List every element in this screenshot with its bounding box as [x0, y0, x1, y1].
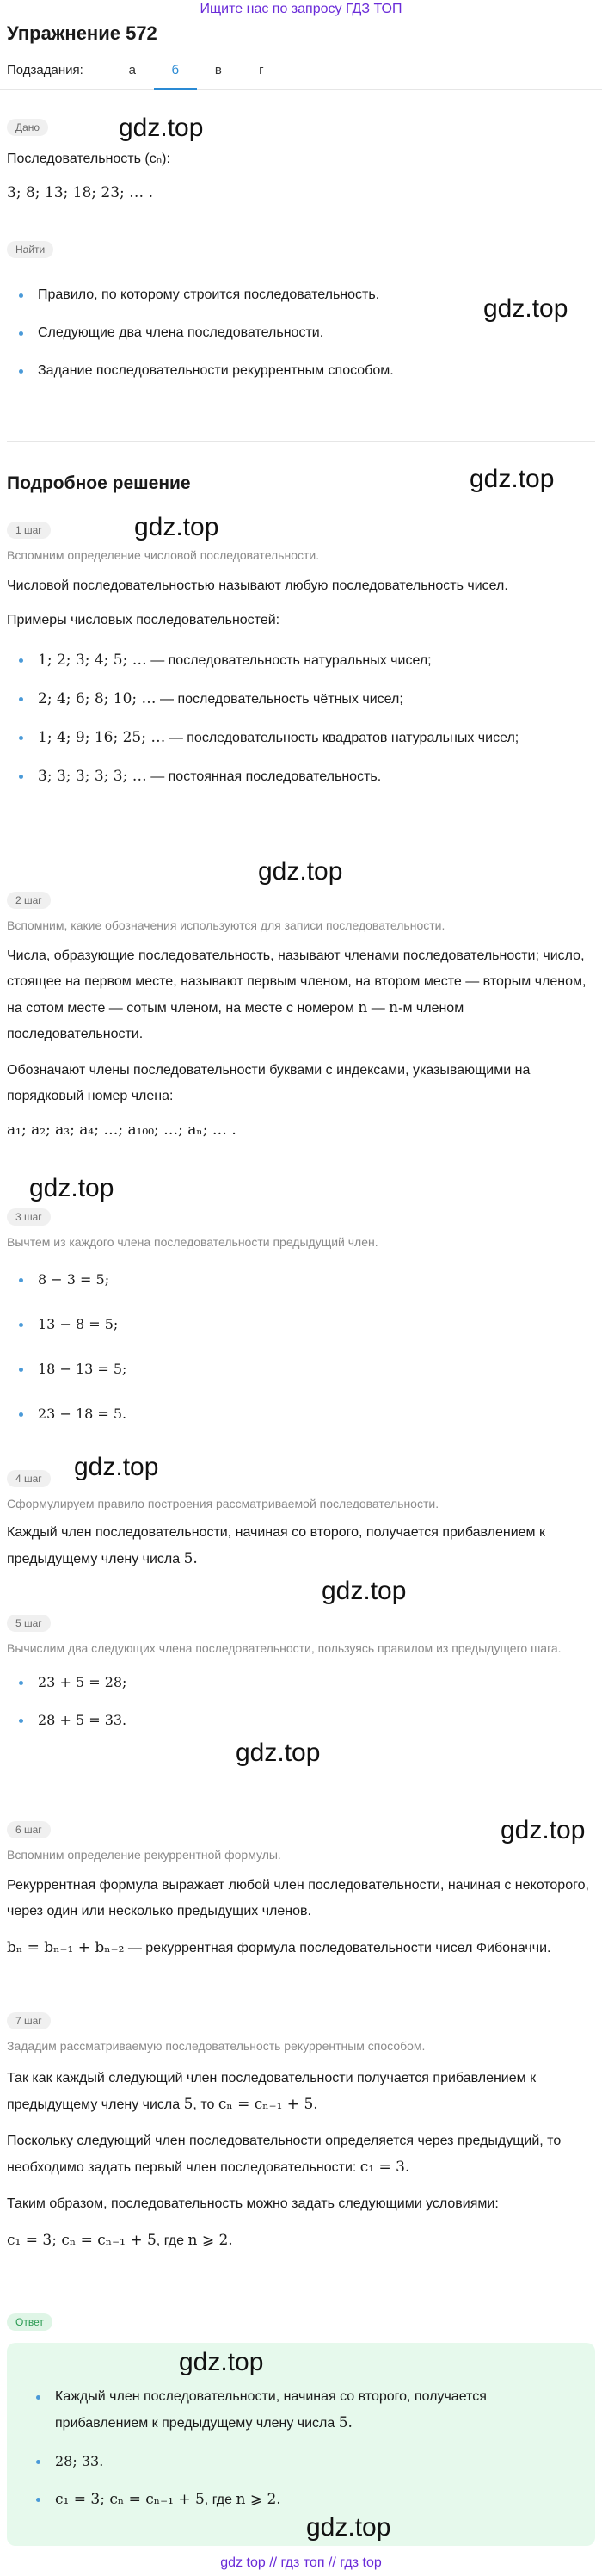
subtask-tabs: [0, 52, 602, 90]
given-badge: Дано: [7, 119, 48, 136]
step-badge: 3 шаг: [7, 1208, 51, 1226]
answer-text: Каждый член последовательности, начиная со второго, получается прибавлением к предыдущему члену числа: [55, 2389, 487, 2431]
step-hint: Зададим рассматриваемую последовательность рекуррентным способом.: [7, 2039, 426, 2053]
answer-box: [7, 2343, 595, 2546]
step-1: [7, 522, 595, 790]
step-hint: Вычтем из каждого члена последовательности предыдущий член.: [7, 1235, 378, 1249]
step-text: Примеры числовых последовательностей:: [7, 613, 280, 627]
find-badge: Найти: [7, 241, 53, 258]
example-math: 3; 3; 3; 3; 3; …: [38, 768, 147, 785]
next-term-item: 28 + 5 = 33.: [7, 1708, 595, 1733]
find-item: Следующие два члена последовательности.: [7, 320, 595, 346]
condition-n: n ⩾ 2.: [187, 2232, 233, 2249]
given-section: [7, 119, 595, 201]
answer-math: n ⩾ 2.: [236, 2491, 281, 2508]
watermark: gdz.top: [236, 1739, 321, 1767]
step-text-part: Поскольку следующий член последовательности определяется через предыдущий, то необходимо задать первый член последовательности:: [7, 2134, 562, 2175]
step-badge: 1 шаг: [7, 522, 51, 539]
next-term-item: 23 + 5 = 28;: [7, 1670, 595, 1696]
step-text-part: -м членом последовательности.: [7, 1001, 464, 1041]
tab-a[interactable]: а: [128, 62, 136, 77]
example-item: [7, 686, 595, 713]
math-n: n: [389, 999, 399, 1016]
divider: [7, 441, 595, 442]
top-banner[interactable]: Ищите нас по запросу ГДЗ ТОП: [200, 2, 402, 16]
watermark: gdz.top: [179, 2348, 264, 2376]
step-5: [7, 1615, 595, 1733]
answer-badge: Ответ: [7, 2313, 52, 2331]
watermark: gdz.top: [306, 2513, 391, 2542]
watermark: gdz.top: [470, 465, 555, 493]
step-badge: 5 шаг: [7, 1615, 51, 1632]
recurrence-formula: cₙ = cₙ₋₁ + 5.: [218, 2096, 318, 2113]
step-text: Обозначают члены последовательности буквами с индексами, указывающими на порядковый номер члена:: [7, 1063, 531, 1103]
step-text-part: — рекуррентная формула последовательности чисел Фибоначчи.: [124, 1941, 551, 1955]
step-hint: Вспомним определение рекуррентной формулы.: [7, 1848, 281, 1862]
example-math: 1; 2; 3; 4; 5; …: [38, 652, 147, 669]
answer-math: 5.: [338, 2414, 353, 2431]
watermark: gdz.top: [29, 1174, 114, 1202]
step-3: [7, 1208, 595, 1427]
step-badge: 4 шаг: [7, 1470, 51, 1487]
step-hint: Вспомним определение числовой последовательности.: [7, 548, 320, 562]
math-n: n: [358, 999, 368, 1016]
step-text-part: Каждый член последовательности, начиная со второго, получается прибавлением к предыдущему члену числа: [7, 1525, 545, 1566]
example-text: — последовательность натуральных чисел;: [146, 653, 432, 668]
example-text: — последовательность чётных чисел;: [156, 692, 403, 707]
solution-title: Подробное решение: [7, 473, 191, 493]
watermark: gdz.top: [322, 1577, 407, 1605]
find-item: Правило, по которому строится последовательность.: [7, 282, 595, 308]
step-text: [7, 943, 595, 1047]
answer-item: [24, 2384, 578, 2437]
fibonacci-formula: bₙ = bₙ₋₁ + bₙ₋₂: [7, 1939, 125, 1956]
example-item: [7, 763, 595, 790]
step-hint: Вспомним, какие обозначения используются для записи последовательности.: [7, 918, 445, 932]
step-text: Таким образом, последовательность можно задать следующими условиями:: [7, 2196, 499, 2211]
example-math: 1; 4; 9; 16; 25; …: [38, 729, 166, 746]
example-text: — постоянная последовательность.: [146, 769, 382, 784]
difference-item: 23 − 18 = 5.: [7, 1401, 595, 1427]
example-math: 2; 4; 6; 8; 10; …: [38, 690, 157, 707]
watermark: gdz.top: [501, 1816, 586, 1844]
watermark: gdz.top: [119, 114, 204, 142]
example-item: [7, 647, 595, 674]
tabs-label: Подзадания:: [7, 63, 83, 77]
members-formula: a₁; a₂; a₃; a₄; …; a₁₀₀; …; aₙ; … .: [7, 1121, 236, 1139]
difference-item: 13 − 8 = 5;: [7, 1312, 595, 1337]
tab-v[interactable]: в: [214, 62, 222, 77]
find-item: Задание последовательности рекуррентным способом.: [7, 358, 595, 384]
step-badge: 6 шаг: [7, 1821, 51, 1838]
given-sequence: 3; 8; 13; 18; 23; … .: [7, 184, 153, 201]
step-text: [7, 2066, 595, 2118]
step-hint: Вычислим два следующих члена последовательности, пользуясь правилом из предыдущего шага.: [7, 1641, 562, 1655]
page-title: Упражнение 572: [7, 22, 157, 44]
step-text: Рекуррентная формула выражает любой член последовательности, начиная с некоторого, через один или несколько предыдущих членов.: [7, 1878, 589, 1918]
watermark: gdz.top: [258, 857, 343, 886]
step-text: [7, 1935, 595, 1961]
answer-math: c₁ = 3; cₙ = cₙ₋₁ + 5: [55, 2491, 205, 2508]
step-text-part: Так как каждый следующий член последовательности получается прибавлением к предыдущему члену числа: [7, 2071, 537, 2112]
footer-links[interactable]: gdz top // гдз топ // гдз top: [220, 2555, 382, 2570]
step-text: [7, 1520, 595, 1572]
step-text-part: , где: [156, 2233, 188, 2248]
watermark: gdz.top: [134, 513, 219, 541]
step-badge: 2 шаг: [7, 892, 51, 909]
step-text-part: , то: [193, 2097, 218, 2112]
conditions-formula: c₁ = 3; cₙ = cₙ₋₁ + 5: [7, 2232, 157, 2249]
answer-item: 28; 33.: [24, 2449, 578, 2474]
step-2: [7, 892, 595, 1139]
step-text-part: —: [367, 1001, 390, 1016]
step-text-part: Числа, образующие последовательность, называют членами последовательности; число, стоящее на первом месте, называют первым членом, на втором месте — вторым членом, на сотом месте — сотым членом, на месте с номером: [7, 948, 587, 1016]
step-text: [7, 2128, 595, 2181]
watermark: gdz.top: [74, 1453, 159, 1481]
math-number: 5.: [183, 1550, 198, 1567]
tab-b[interactable]: б: [154, 52, 197, 90]
difference-item: 18 − 13 = 5;: [7, 1356, 595, 1382]
tab-g[interactable]: г: [259, 62, 264, 77]
step-7: [7, 2036, 595, 2254]
example-text: — последовательность квадратов натуральных чисел;: [165, 731, 519, 745]
answer-item: [24, 2486, 578, 2513]
given-text: Последовательность (cₙ):: [7, 151, 170, 166]
difference-item: 8 − 3 = 5;: [7, 1267, 595, 1293]
example-item: [7, 725, 595, 751]
first-term-formula: c₁ = 3.: [359, 2159, 410, 2176]
step-text: Числовой последовательностью называют любую последовательность чисел.: [7, 578, 508, 593]
watermark: gdz.top: [483, 294, 568, 323]
step-hint: Сформулируем правило построения рассматриваемой последовательности.: [7, 1497, 439, 1510]
answer-text: , где: [204, 2493, 236, 2507]
final-conditions: [7, 2227, 595, 2254]
math-number: 5: [183, 2096, 194, 2113]
step-4: [7, 1470, 595, 1572]
step-badge-7: 7 шаг: [7, 2012, 51, 2029]
